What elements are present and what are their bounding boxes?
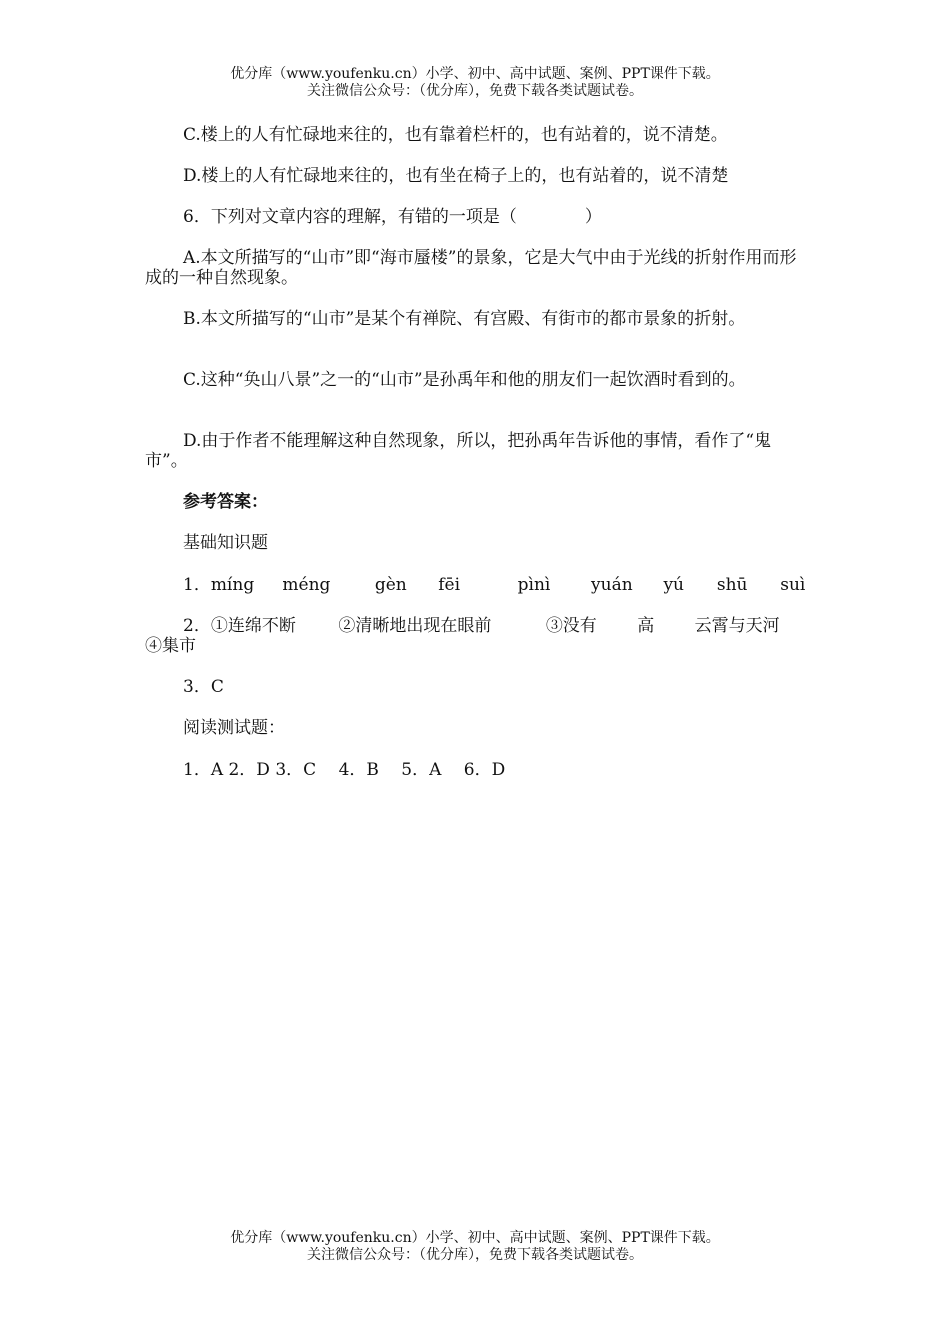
option-5d: D.楼上的人有忙碌地来往的，也有坐在椅子上的，也有站着的，说不清楚 <box>183 166 729 186</box>
answer-2-item: 高 <box>637 616 655 636</box>
answers-heading: 参考答案： <box>183 492 268 512</box>
answer-1-item: pìnì <box>517 575 551 595</box>
answer-2-item: 2．①连绵不断 <box>183 616 296 636</box>
answer-1-item: shū <box>716 575 748 595</box>
option-6c: C.这种“奂山八景”之一的“山市”是孙禹年和他的朋友们一起饮酒时看到的。 <box>183 370 746 390</box>
page-footer <box>0 1230 950 1264</box>
answer-1-item: 1．míng <box>183 575 255 595</box>
answer-2-item: 云霄与天河 <box>694 616 780 636</box>
answer-2-row <box>183 616 780 636</box>
option-6b: B.本文所描写的“山市”是某个有禅院、有宫殿、有街市的都市景象的折射。 <box>183 309 746 329</box>
option-6d: D.由于作者不能理解这种自然现象，所以，把孙禹年告诉他的事情，看作了“鬼市”。 <box>145 431 772 471</box>
answer-2-item: ③没有 <box>545 616 597 636</box>
question-6: 6．下列对文章内容的理解，有错的一项是（ ） <box>183 207 602 227</box>
answer-1-row <box>183 575 805 595</box>
header-line-2: 关注微信公众号：（优分库），免费下载各类试题试卷。 <box>307 83 643 99</box>
answer-1-item: suì <box>780 575 806 595</box>
reading-test-heading: 阅读测试题： <box>183 718 285 738</box>
basic-knowledge-heading: 基础知识题 <box>183 533 268 553</box>
footer-line-2: 关注微信公众号：（优分库），免费下载各类试题试卷。 <box>307 1247 643 1263</box>
reading-test-answers: 1．A 2．D 3．C 4．B 5．A 6．D <box>183 760 506 780</box>
answer-2-item: ②清晰地出现在眼前 <box>338 616 492 636</box>
footer-line-1: 优分库（www.youfenku.cn）小学、初中、高中试题、案例、PPT课件下载。 <box>230 1230 720 1246</box>
answer-1-item: yú <box>663 575 684 595</box>
page-header <box>0 66 950 100</box>
answer-3: 3．C <box>183 677 224 697</box>
header-line-1: 优分库（www.youfenku.cn）小学、初中、高中试题、案例、PPT课件下载。 <box>230 66 720 82</box>
answer-1-item: méng <box>282 575 331 595</box>
answer-1-item: fēi <box>438 575 461 595</box>
answer-1-item: yuán <box>591 575 633 595</box>
option-5c: C.楼上的人有忙碌地来往的，也有靠着栏杆的，也有站着的，说不清楚。 <box>183 125 728 145</box>
answer-2-continuation: ④集市 <box>145 636 196 656</box>
answer-1-item: gèn <box>374 575 407 595</box>
option-6a: A.本文所描写的“山市”即“海市蜃楼”的景象，它是大气中由于光线的折射作用而形成的一种自然现象。 <box>145 248 797 288</box>
